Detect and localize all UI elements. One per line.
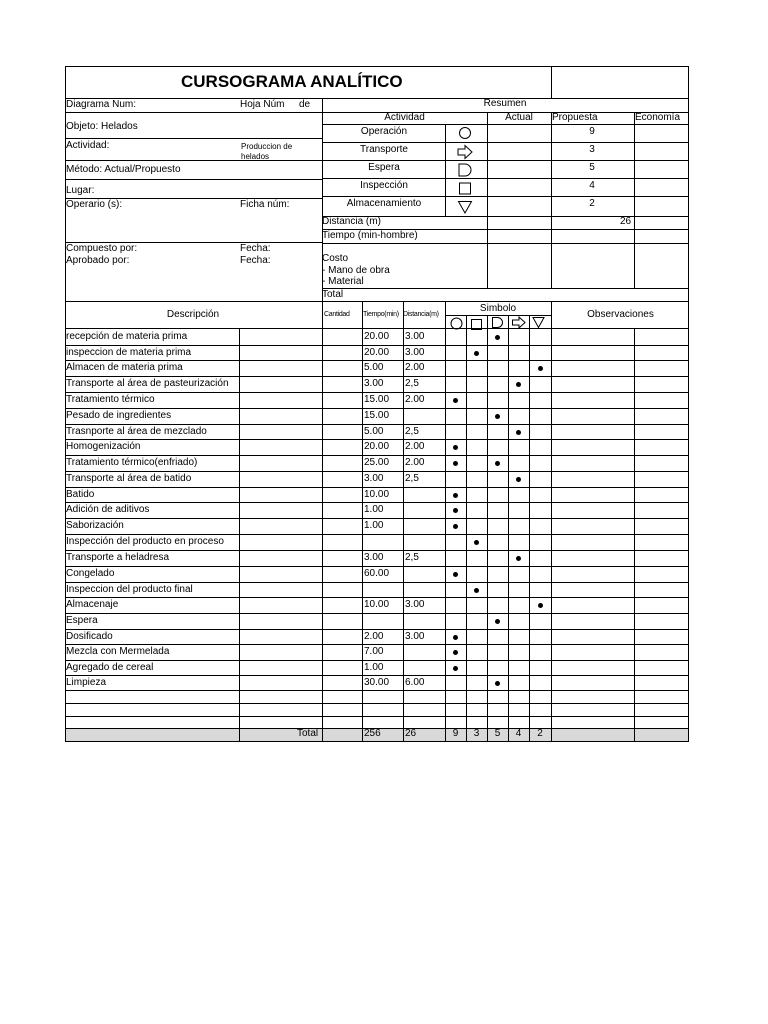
row-descripcion: Mezcla con Mermelada [66,646,170,657]
row-descripcion: Pesado de ingredientes [66,410,172,421]
actividad-label: Actividad: [66,140,110,151]
row-distancia: 2.00 [405,457,425,468]
row-tiempo: 15.00 [364,394,390,405]
metodo-label: Método: Actual/Propuesto [66,164,181,175]
symbol-mark [495,335,500,340]
row-descripcion: Agregado de cereal [66,662,154,673]
col-descripcion: Descripción [166,309,220,320]
row-descripcion: Almacenaje [66,599,119,610]
row-descripcion: Inspeccion del producto final [66,584,193,595]
mano-obra-label: - Mano de obra [322,265,390,276]
resumen-title: Resumen [483,98,527,109]
symbol-mark [453,572,458,577]
resumen-col-propuesta: Propuesta [552,112,598,123]
square-icon [460,183,471,194]
row-tiempo: 20.00 [364,441,390,452]
operario-label: Operario (s): [66,199,123,210]
row-distancia: 2.00 [405,362,425,373]
total-transporte: 4 [515,728,522,739]
row-distancia: 2.00 [405,394,425,405]
de-label: de [299,99,311,110]
row-distancia: 3.00 [405,599,425,610]
resumen-col-economia: Economía [635,112,681,123]
symbol-mark [474,540,479,545]
row-tiempo: 5.00 [364,426,384,437]
fecha-label-2: Fecha: [240,255,271,266]
resumen-row-label: Transporte [360,144,408,155]
hoja-label: Hoja Núm [240,99,285,110]
resumen-row-propuesta: 3 [589,144,595,155]
row-descripcion: recepción de materia prima [66,331,188,342]
row-distancia: 2,5 [405,552,419,563]
row-tiempo: 20.00 [364,331,390,342]
circle-icon [460,128,471,139]
row-distancia: 6.00 [405,677,425,688]
costo-total-label: Total [322,289,344,300]
row-descripcion: inspeccion de materia prima [66,347,192,358]
resumen-row-propuesta: 5 [589,162,595,173]
row-tiempo: 3.00 [364,473,384,484]
row-descripcion: Dosificado [66,631,113,642]
row-tiempo: 30.00 [364,677,390,688]
row-descripcion: Espera [66,615,98,626]
symbol-mark [453,650,458,655]
ficha-label: Ficha núm: [240,199,290,210]
row-tiempo: 7.00 [364,646,384,657]
row-descripcion: Almacen de materia prima [66,362,183,373]
arrow-icon [458,146,472,159]
resumen-row-label: Almacenamiento [346,198,422,209]
symbol-mark [516,556,521,561]
row-descripcion: Homogenización [66,441,141,452]
distancia-value: 26 [620,216,632,227]
resumen-row-label: Inspección [360,180,408,191]
row-descripcion: Transporte al área de pasteurización [66,378,229,389]
row-tiempo: 3.00 [364,552,384,563]
row-tiempo: 15.00 [364,410,390,421]
row-distancia: 3.00 [405,347,425,358]
row-descripcion: Inspección del producto en proceso [66,536,224,547]
total-almacenamiento: 2 [537,728,543,739]
compuesto-label: Compuesto por: [66,243,138,254]
row-tiempo: 1.00 [364,520,384,531]
row-descripcion: Transporte al área de batido [66,473,192,484]
symbol-mark [453,635,458,640]
col-distancia: Distancia(m) [403,311,439,318]
page-title: CURSOGRAMA ANALÍTICO [181,72,403,91]
distancia-label: Distancia (m) [322,216,381,227]
actividad-value-1: Produccion de [241,142,293,151]
costo-label: Costo [322,253,349,264]
symbol-mark [453,445,458,450]
resumen-row-propuesta: 9 [589,126,595,137]
resumen-row-propuesta: 4 [589,180,595,191]
row-tiempo: 2.00 [364,631,384,642]
symbol-mark [453,461,458,466]
resumen-col-actual: Actual [505,112,533,123]
row-distancia: 2,5 [405,378,419,389]
total-operacion: 9 [452,728,459,739]
symbol-mark [516,477,521,482]
row-tiempo: 1.00 [364,662,384,673]
total-label: Total [297,728,319,739]
row-tiempo: 25.00 [364,457,390,468]
diagrama-label: Diagrama Num: [66,99,137,110]
d-shape-icon [459,164,471,176]
row-tiempo: 10.00 [364,489,390,500]
tiempo-label: Tiempo (min-hombre) [322,230,418,241]
resumen-row-propuesta: 2 [589,198,595,209]
symbol-mark [453,508,458,513]
triangle-icon [459,202,472,214]
row-descripcion: Batido [66,489,95,500]
symbol-mark [516,430,521,435]
col-simbolo: Simbolo [479,303,517,314]
symbol-mark [453,666,458,671]
row-tiempo: 3.00 [364,378,384,389]
resumen-col-actividad: Actividad [384,112,425,123]
symbol-mark [538,366,543,371]
row-descripcion: Adición de aditivos [66,504,150,515]
symbol-mark [495,461,500,466]
fecha-label-1: Fecha: [240,243,271,254]
col-tiempo: Tiempo(min) [363,311,399,318]
row-tiempo: 20.00 [364,347,390,358]
row-descripcion: Trasnporte al área de mezclado [66,426,207,437]
symbol-mark [474,588,479,593]
symbol-mark [453,493,458,498]
total-inspeccion: 3 [473,728,480,739]
row-distancia: 2.00 [405,441,425,452]
cursograma-sheet [65,66,689,742]
symbol-mark [453,398,458,403]
row-descripcion: Congelado [66,568,115,579]
symbol-mark [516,382,521,387]
row-distancia: 3.00 [405,631,425,642]
row-descripcion: Transporte a heladresa [66,552,170,563]
row-descripcion: Limpieza [66,677,107,688]
row-tiempo: 5.00 [364,362,384,373]
row-descripcion: Saborización [66,520,124,531]
row-descripcion: Tratamiento térmico(enfriado) [66,457,198,468]
row-distancia: 3.00 [405,331,425,342]
lugar-label: Lugar: [66,185,95,196]
aprobado-label: Aprobado por: [66,255,130,266]
objeto-label: Objeto: Helados [66,121,138,132]
symbol-mark [495,681,500,686]
symbol-mark [474,351,479,356]
row-tiempo: 60.00 [364,568,390,579]
actividad-value-2: helados [241,152,270,161]
row-tiempo: 10.00 [364,599,390,610]
row-distancia: 2,5 [405,473,419,484]
total-espera: 5 [494,728,501,739]
symbol-mark [453,524,458,529]
resumen-row-label: Espera [368,162,400,173]
col-cantidad: Cantidad [324,311,350,318]
row-tiempo: 1.00 [364,504,384,515]
symbol-mark [495,619,500,624]
row-descripcion: Tratamiento térmico [66,394,155,405]
symbol-mark [495,414,500,419]
col-observaciones: Observaciones [587,309,654,320]
total-distancia: 26 [405,728,417,739]
total-tiempo: 256 [364,728,381,739]
material-label: - Material [322,276,364,287]
resumen-row-label: Operación [360,126,408,137]
symbol-mark [538,603,543,608]
row-distancia: 2,5 [405,426,419,437]
